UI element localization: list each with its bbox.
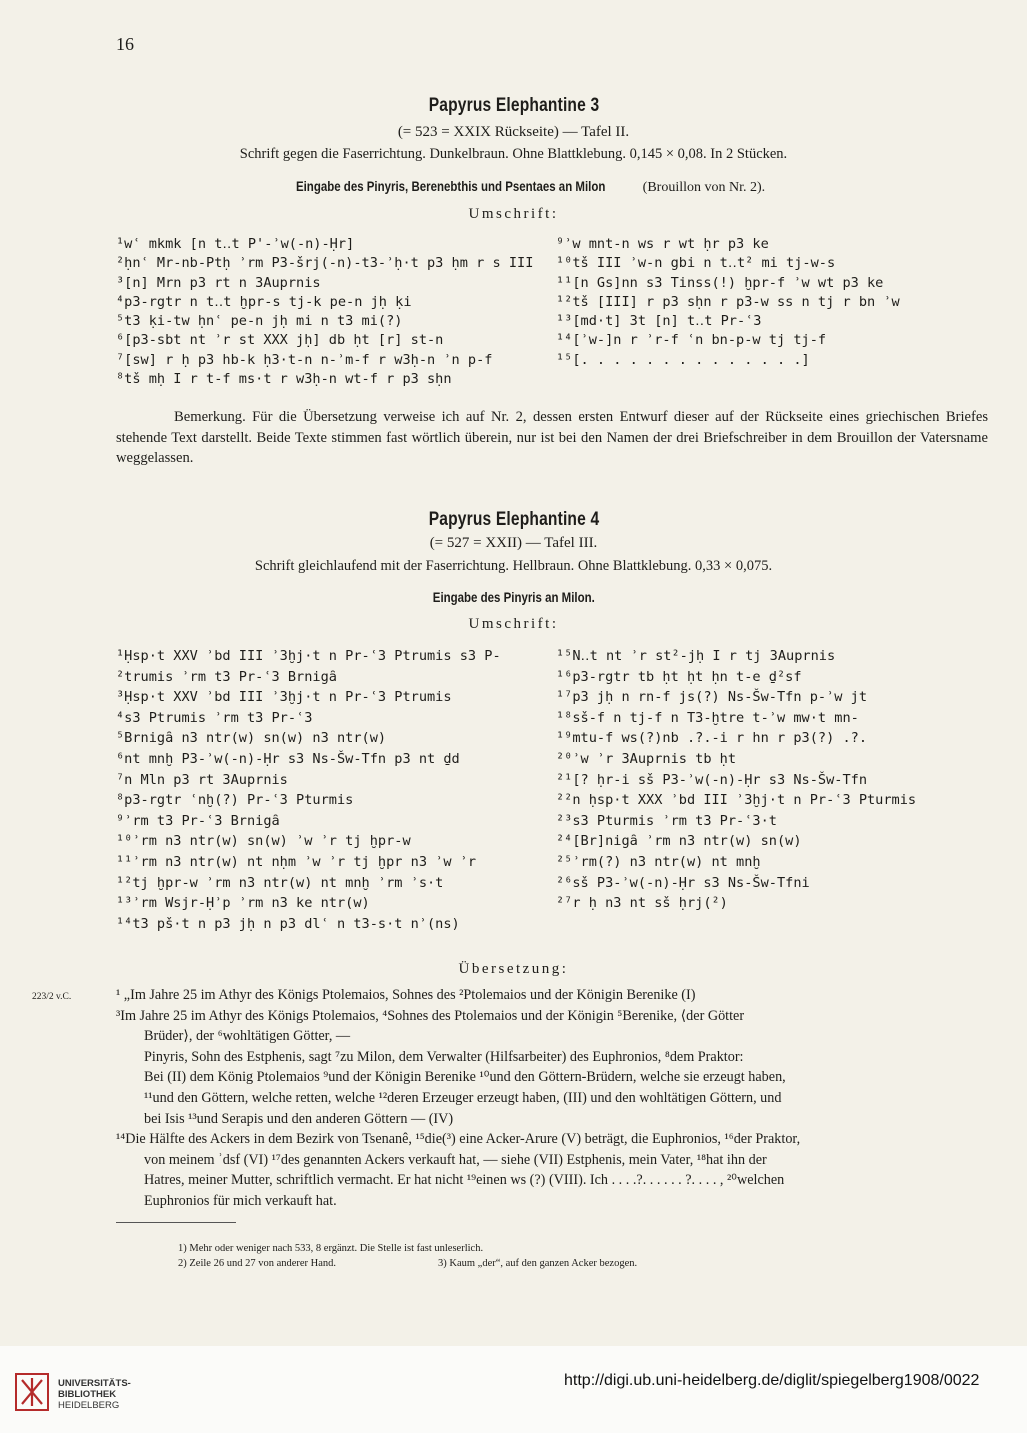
translation-line: Euphronios für mich verkauft hat. bbox=[144, 1192, 337, 1209]
translation-line: ³Im Jahre 25 im Athyr des Königs Ptolemaios, ⁴Sohnes des Ptolemaios und der Königin ⁵Berenike, ⟨der Götter bbox=[116, 1007, 745, 1024]
transliteration-line: ¹⁹mtu-f ws(?)nb .?.-i r hn r p3(?) .?. bbox=[556, 730, 867, 747]
section1-desc: Schrift gegen die Faserrichtung. Dunkelbraun. Ohne Blattklebung. 0,145 × 0,08. In 2 Stücken. bbox=[239, 146, 788, 162]
section1-title-wrap bbox=[0, 95, 1027, 117]
translation-line: von meinem ʾdsf (VI) ¹⁷des genannten Ackers verkauft hat, — siehe (VII) Estphenis, mein Vater, ¹⁸hat ihn der bbox=[144, 1151, 767, 1168]
translation-line: bei Isis ¹³und Serapis und den anderen Göttern — (IV) bbox=[144, 1110, 454, 1127]
transliteration-line: ²³s3 Pturmis ʾrm t3 Pr-ʿ3·t bbox=[556, 812, 777, 829]
translation-line: ¹ „Im Jahre 25 im Athyr des Königs Ptolemaios, Sohnes des ²Ptolemaios und der Königin Berenike (I) bbox=[116, 987, 696, 1003]
margin-date: 223/2 v.C. bbox=[32, 992, 72, 1002]
transliteration-line: ²⁰ʾw ʾr 3Auprnis tb ḥt bbox=[556, 750, 737, 767]
transliteration-line: ³[n] Mrn p3 rt n 3Auprnis bbox=[116, 274, 321, 291]
section1-right-column bbox=[556, 235, 900, 370]
section2-ref: (= 527 = XXII) — Tafel III. bbox=[429, 535, 598, 551]
section2-heading: Eingabe des Pinyris an Milon. bbox=[432, 589, 595, 605]
transliteration-line: ¹³ʾrm Wsjr-Ḥʾp ʾrm n3 ke ntr(w) bbox=[116, 895, 370, 912]
section2-desc: Schrift gleichlaufend mit der Faserrichtung. Hellbraun. Ohne Blattklebung. 0,33 × 0,075. bbox=[254, 558, 773, 574]
footnote-3: 3) Kaum „der“, auf den ganzen Acker bezogen. bbox=[438, 1258, 638, 1269]
transliteration-line: ¹⁴t3 pš·t n p3 jḥ n p3 dlʿ n t3-s·t nʾ(ns) bbox=[116, 915, 460, 932]
section1-ref: (= 523 = XXIX Rückseite) — Tafel II. bbox=[397, 124, 630, 140]
transliteration-line: ¹⁸sš-f n tj-f n T3-ḫtre t-ʾw mw·t mn- bbox=[556, 709, 859, 726]
library-logo-icon bbox=[14, 1372, 50, 1416]
transliteration-line: ⁵t3 ḳi-tw ḥnʿ pe-n jḥ mi n t3 mi(?) bbox=[116, 313, 403, 330]
transliteration-line: ⁶[p3-sbt nt ʾr st XXX jḥ] db ḥt [r] st-n bbox=[116, 332, 444, 349]
section1-left-column bbox=[116, 235, 533, 389]
library-name bbox=[58, 1378, 131, 1411]
translation-block bbox=[116, 985, 988, 1212]
transliteration-line: ¹¹ʾrm n3 ntr(w) nt nḥm ʾw ʾr tj ḫpr n3 ʾw ʾr bbox=[116, 853, 477, 870]
transliteration-line: ¹¹[n Gs]nn s3 Tinss(!) ḫpr-f ʾw wt p3 ke bbox=[556, 274, 884, 291]
section1-heading-bold: Eingabe des Pinyris, Berenebthis und Psentaes an Milon bbox=[295, 178, 606, 194]
transliteration-line: ⁹ʾw mnt-n ws r wt ḥr p3 ke bbox=[556, 236, 769, 252]
page-number: 16 bbox=[116, 34, 134, 54]
transliteration-line: ¹Ḥsp·t XXV ʾbd III ʾ3ḫj·t n Pr-ʿ3 Ptrumis s3 P- bbox=[116, 648, 501, 664]
transliteration-line: ²ḥnʿ Mr-nb-Ptḥ ʾrm P3-šrj(-n)-t3-ʾḥ·t p3 ḥm r s III bbox=[116, 255, 534, 272]
section2-umschrift-label: Umschrift: bbox=[468, 616, 559, 632]
transliteration-line: ²⁵ʾrm(?) n3 ntr(w) nt mnḫ bbox=[556, 853, 761, 870]
transliteration-line: ¹⁶p3-rgtr tb ḥt ḥt ḥn t-e ḏ²sf bbox=[556, 668, 802, 685]
transliteration-line: ⁷n Mln p3 rt 3Auprnis bbox=[116, 771, 288, 788]
translation-line: ¹⁴Die Hälfte des Ackers in dem Bezirk von Tsenanê, ¹⁵die(³) eine Acker-Arure (V) beträgt, die Euphronios, ¹⁶der Praktor, bbox=[116, 1131, 801, 1148]
section2-title: Papyrus Elephantine 4 bbox=[428, 509, 599, 530]
translation-line: Hatres, meiner Mutter, schriftlich vermacht. Er hat nicht ¹⁹einen ws (?) (VIII). Ich . . . .?. . . . . . ?. . . . , ²⁰welchen bbox=[144, 1172, 785, 1189]
transliteration-line: ¹wʿ mkmk [n t‥t P'-ʾw(-n)-Ḥr] bbox=[116, 236, 355, 252]
library-line-2: BIBLIOTHEK bbox=[58, 1389, 117, 1400]
footnote-1: 1) Mehr oder weniger nach 533, 8 ergänzt. Die Stelle ist fast unleserlich. bbox=[178, 1243, 484, 1254]
translation-heading: Übersetzung: bbox=[458, 961, 569, 977]
section2-title-wrap bbox=[0, 509, 1027, 531]
transliteration-line: ²¹[? ḥr-i sš P3-ʾw(-n)-Ḥr s3 Ns-Šw-Tfn bbox=[556, 771, 867, 788]
section2-right-column bbox=[556, 646, 916, 914]
section1-title: Papyrus Elephantine 3 bbox=[428, 95, 599, 116]
transliteration-line: ²trumis ʾrm t3 Pr-ʿ3 Brnigȃ bbox=[116, 668, 337, 685]
transliteration-line: ¹⁰ʾrm n3 ntr(w) sn(w) ʾw ʾr tj ḫpr-w bbox=[116, 833, 411, 850]
section1-heading bbox=[0, 178, 1027, 196]
transliteration-line: ¹⁷p3 jḥ n rn-f js(?) Ns-Šw-Tfn p-ʾw jt bbox=[556, 689, 867, 706]
translation-line: Pinyris, Sohn des Estphenis, sagt ⁷zu Milon, dem Verwalter (Hilfsarbeiter) des Euphronios, ⁸dem Praktor: bbox=[144, 1048, 744, 1065]
section1-heading-rest: (Brouillon von Nr. 2). bbox=[639, 180, 766, 195]
footnote-2: 2) Zeile 26 und 27 von anderer Hand. bbox=[178, 1258, 337, 1269]
transliteration-line: ⁹ʾrm t3 Pr-ʿ3 Brnigȃ bbox=[116, 812, 280, 829]
translation-line: ¹¹und den Göttern, welche retten, welche ¹²deren Erzeuger erzeugt haben, (III) und den wohltätigen Göttern, und bbox=[144, 1089, 782, 1106]
transliteration-line: ⁶nt mnḫ P3-ʾw(-n)-Ḥr s3 Ns-Šw-Tfn p3 nt ḏd bbox=[116, 750, 460, 767]
transliteration-line: ¹⁵[. . . . . . . . . . . . . .] bbox=[556, 351, 810, 368]
transliteration-line: ²²n ḥsp·t XXX ʾbd III ʾ3ḫj·t n Pr-ʿ3 Pturmis bbox=[556, 792, 917, 809]
section1-remark: Bemerkung. Für die Übersetzung verweise ich auf Nr. 2, dessen ersten Entwurf dieser auf der Rückseite eines griechischen Briefes stehende Text darstellt. Beide Texte stimmen fast wörtlich überein, nur ist bei den Namen der drei Briefschreiber in dem Brouillon der Vatersname weggelassen. bbox=[116, 409, 988, 467]
source-url-link[interactable]: http://digi.ub.uni-heidelberg.de/diglit/spiegelberg1908/0022 bbox=[564, 1372, 980, 1389]
transliteration-line: ⁸tš mḥ I r t-f ms·t r w3ḥ-n wt-f r p3 sḥn bbox=[116, 371, 452, 388]
transliteration-line: ⁷[sw] r ḥ p3 hb-k ḥ3·t-n n-ʾm-f r w3ḥ-n ʾn p-f bbox=[116, 351, 493, 368]
footnote-divider bbox=[116, 1222, 236, 1223]
library-line-1: UNIVERSITÄTS- bbox=[58, 1378, 131, 1389]
transliteration-line: ²⁷r ḥ n3 nt sš ḥrj(²) bbox=[556, 895, 728, 912]
transliteration-line: ¹⁴[ʾw-]n r ʾr-f ʿn bn-p-w tj tj-f bbox=[556, 332, 827, 349]
transliteration-line: ³Ḥsp·t XXV ʾbd III ʾ3ḫj·t n Pr-ʿ3 Ptrumis bbox=[116, 689, 452, 706]
section1-umschrift-label: Umschrift: bbox=[468, 206, 559, 222]
transliteration-line: ¹⁰tš III ʾw-n gbi n t‥t² mi tj-w-s bbox=[556, 255, 836, 272]
transliteration-line: ¹³[md·t] 3t [n] t‥t Pr-ʿ3 bbox=[556, 313, 762, 330]
transliteration-line: ²⁴[Br]nigȃ ʾrm n3 ntr(w) sn(w) bbox=[556, 833, 802, 850]
transliteration-line: ¹⁵N‥t nt ʾr st²-jḥ I r tj 3Auprnis bbox=[556, 648, 836, 664]
translation-line: Bei (II) dem König Ptolemaios ⁹und der Königin Berenike ¹⁰und den Göttern-Brüdern, welche sie erzeugt haben, bbox=[144, 1069, 786, 1086]
translation-line: Brüder⟩, der ⁶wohltätigen Götter, — bbox=[144, 1028, 351, 1045]
transliteration-line: ¹²tj ḫpr-w ʾrm n3 ntr(w) nt mnḫ ʾrm ʾs·t bbox=[116, 874, 444, 891]
transliteration-line: ⁴p3-rgtr n t‥t ḫpr-s tj-k pe-n jḥ ḳi bbox=[116, 293, 412, 310]
transliteration-line: ⁴s3 Ptrumis ʾrm t3 Pr-ʿ3 bbox=[116, 709, 313, 726]
transliteration-line: ²⁶sš P3-ʾw(-n)-Ḥr s3 Ns-Šw-Tfni bbox=[556, 874, 810, 891]
transliteration-line: ⁸p3-rgtr ʿnḫ(?) Pr-ʿ3 Pturmis bbox=[116, 792, 354, 809]
library-line-3: HEIDELBERG bbox=[58, 1400, 120, 1411]
transliteration-line: ¹²tš [III] r p3 sḥn r p3-w ss n tj r bn ʾw bbox=[556, 293, 900, 310]
section2-heading-wrap bbox=[0, 589, 1027, 606]
section2-left-column bbox=[116, 646, 501, 934]
transliteration-line: ⁵Brnigȃ n3 ntr(w) sn(w) n3 ntr(w) bbox=[116, 730, 387, 747]
